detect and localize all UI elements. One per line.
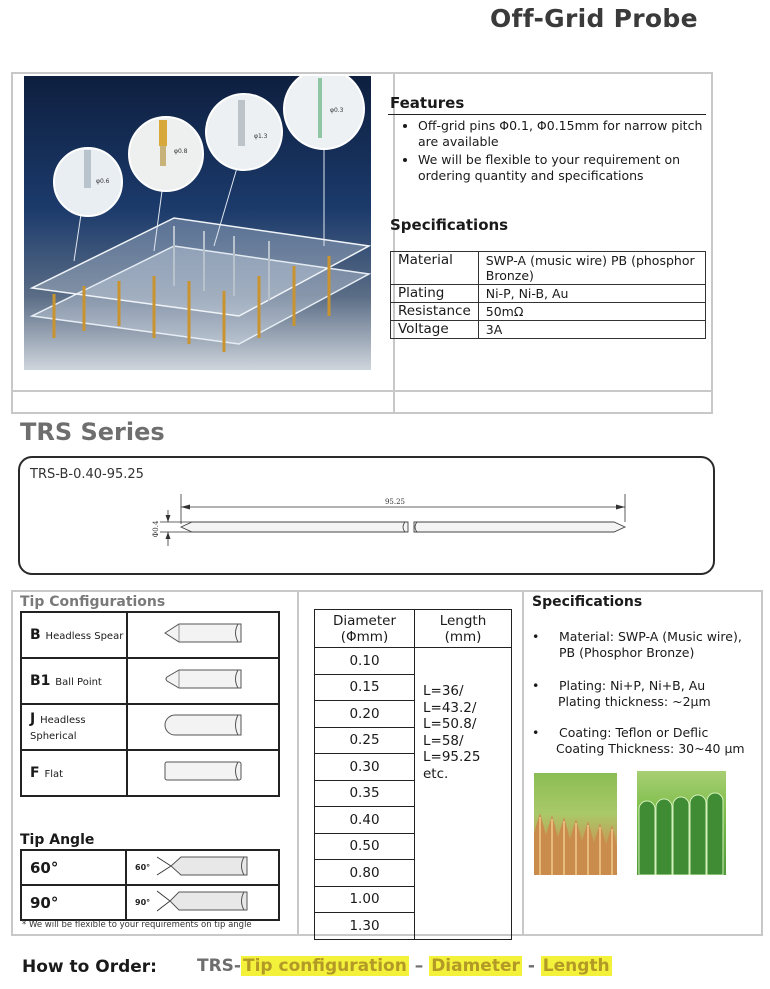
diameter-value: 0.15 [315,674,415,701]
diameter-header-label: Diameter [332,612,397,629]
diameter-header [315,610,415,648]
spec-key: Plating [391,285,479,303]
tip-angle-image [126,885,279,920]
spec-value: 50mΩ [478,303,705,321]
tip-code: B [30,627,41,643]
how-to-order-heading: How to Order: [22,957,157,977]
length-value: L=58/ [423,732,464,749]
spec-key: Voltage [391,321,479,339]
coating-spec-text: Coating: Teflon or Deflic [559,725,709,740]
tip-name: Headless Spherical [30,715,86,742]
plating-thickness-text: Plating thickness: ~2µm [558,694,711,709]
diameter-value: 0.80 [315,860,415,887]
photo-label: φ1.3 [254,133,268,140]
coating-spec [532,725,754,757]
coated-probe-photo [637,771,726,875]
feature-item: • We will be flexible to your requirement on ordering quantity and specifications [418,152,708,184]
diameter-value: 0.35 [315,780,415,807]
diameter-value: 0.10 [315,648,415,675]
tip-config-label [21,704,127,750]
table-row [21,750,279,796]
order-prefix: TRS- [197,956,241,976]
flat-tip-icon [161,759,245,783]
tip-name: Headless Spear [45,631,124,642]
coating-thickness-text: Coating Thickness: 30~40 µm [556,741,745,756]
feature-item: • Off-grid pins Φ0.1, Φ0.15mm for narrow pitch are available [418,118,708,150]
photo-label: φ0.6 [96,178,110,185]
diameter-value: 0.30 [315,754,415,781]
order-part-diameter: Diameter [431,956,520,976]
length-header-label: Length [439,612,487,629]
angle-60-icon [135,853,275,879]
diameter-dimension: Φ0.4 [152,520,160,538]
diameter-value: 1.00 [315,886,415,913]
series-heading: TRS Series [20,418,165,446]
ball-point-tip-icon [161,667,245,691]
diameter-value: 0.20 [315,701,415,728]
length-value: L=36/ [423,683,464,699]
photo-label: φ0.3 [330,107,344,114]
tip-angle-note: * We will be flexible to your requirements on tip angle [22,920,252,930]
tip-angle-label: 90° [21,885,126,920]
spec-key: Material [391,252,479,285]
angle-mark: 60° [135,862,151,872]
coating-specifications-heading: Specifications [532,594,643,610]
order-part-length: Length [542,956,610,976]
page-title: Off-Grid Probe [490,4,698,33]
panel-divider [297,592,299,936]
diameter-value: 1.30 [315,913,415,940]
headless-spherical-tip-icon [161,713,245,737]
tip-config-image [127,750,279,796]
tip-code: J [30,711,36,727]
order-separator: - [527,956,535,976]
probe-drawing-panel [18,456,715,575]
tip-config-image [127,658,279,704]
tip-name: Ball Point [55,677,102,688]
spec-value: Ni-P, Ni-B, Au [478,285,705,303]
tip-angle-label: 60° [21,850,126,885]
photo-label: φ0.8 [174,148,188,155]
table-row [315,648,512,675]
bullet-icon: • [532,725,540,740]
tip-config-image [127,704,279,750]
tip-configurations-table [20,611,280,797]
material-spec-text: Material: SWP-A (Music wire), PB (Phosphor Bronze) [559,629,742,660]
bullet-icon: • [532,629,540,644]
product-photo-illustration [24,76,371,370]
length-values [415,648,512,940]
length-value: L=50.8/ [423,716,477,732]
length-header [415,610,512,648]
specifications-table [390,251,706,339]
table-row [21,885,279,920]
length-value: etc. [423,765,449,782]
tip-angle-table [20,849,280,921]
tip-code: B1 [30,673,51,689]
order-part-tip-configuration: Tip configuration [243,956,407,976]
overview-panel [11,72,713,414]
product-photo [24,76,371,370]
table-row [391,285,706,303]
diameter-value: 0.40 [315,807,415,834]
panel-divider [522,592,524,936]
plated-probe-illustration [534,773,617,875]
diameter-value: 0.25 [315,727,415,754]
spec-value: SWP-A (music wire) PB (phosphor Bronze) [478,252,705,285]
table-row [21,658,279,704]
table-row [391,321,706,339]
bullet-icon: • [532,678,540,693]
length-header-unit: (mm) [444,628,482,645]
features-heading: Features [390,94,465,112]
panel-divider [393,74,395,414]
length-value: L=95.25 [423,749,481,765]
features-rule [388,114,706,115]
table-row [391,252,706,285]
tip-code: F [30,765,40,781]
order-formula [197,956,612,976]
tip-config-label [21,750,127,796]
tip-config-image [127,612,279,658]
features-list [418,118,708,186]
tip-config-label [21,658,127,704]
plating-spec-text: Plating: Ni+P, Ni+B, Au [559,678,706,693]
table-header-row [315,610,512,648]
tip-angle-image [126,850,279,885]
angle-mark: 90° [135,897,151,907]
tip-angle-heading: Tip Angle [20,832,95,848]
table-row [391,303,706,321]
spec-value: 3A [478,321,705,339]
spec-key: Resistance [391,303,479,321]
length-value: L=43.2/ [423,699,477,716]
probe-drawing [20,458,713,573]
order-separator: – [414,956,424,976]
headless-spear-tip-icon [161,621,245,645]
tip-name: Flat [44,769,64,780]
diameter-header-unit: (Φmm) [340,628,389,645]
diameter-value: 0.50 [315,833,415,860]
tip-configurations-heading: Tip Configurations [20,594,166,610]
table-row [21,612,279,658]
table-row [21,704,279,750]
model-code: TRS-B-0.40-95.25 [30,467,144,482]
length-dimension: 95.25 [384,498,406,506]
material-spec [532,629,754,661]
diameter-length-table [314,609,512,940]
angle-90-icon [135,888,275,914]
plated-probe-photo [534,773,617,875]
coated-probe-illustration [637,771,726,875]
plating-spec [532,678,754,710]
specifications-heading: Specifications [390,216,509,234]
panel-divider [13,390,713,392]
tip-config-label [21,612,127,658]
table-row [21,850,279,885]
